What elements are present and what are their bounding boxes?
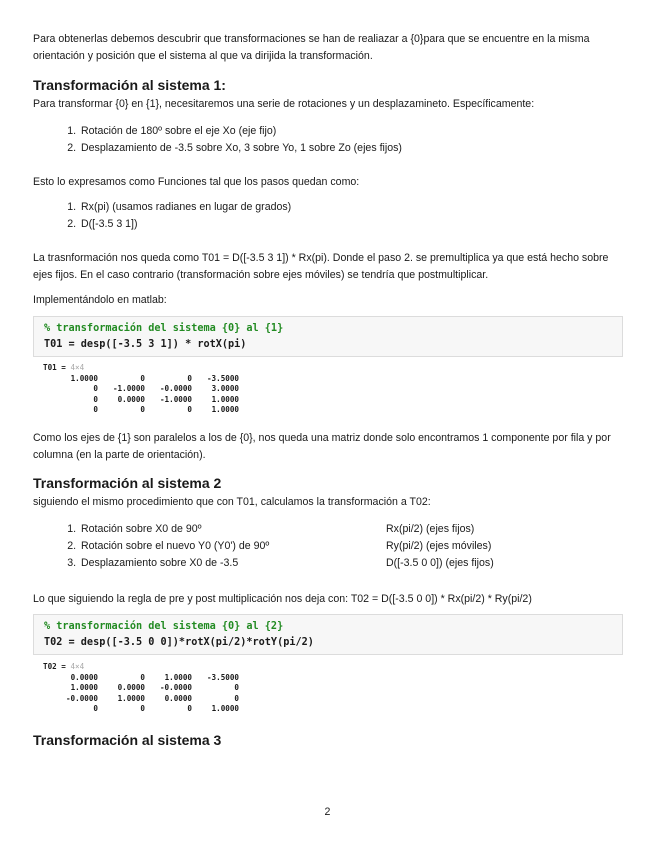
matrix-cell: -3.5000 [206, 373, 239, 383]
section-1-steps-list [33, 123, 402, 157]
matrix-cell: 1.0000 [70, 373, 98, 383]
page-number: 2 [324, 806, 331, 818]
matrix-cell: 0 [234, 693, 239, 703]
matrix-cell: -0.0000 [159, 683, 192, 693]
list-item-description: Rotación sobre el nuevo Y0 (Y0') de 90º [81, 540, 270, 552]
output-t01 [33, 363, 239, 416]
matrix-cell: 0 [93, 405, 98, 415]
matrix-cell: 1.0000 [164, 672, 192, 682]
matrix-cell: 0 [140, 672, 145, 682]
matrix-row [51, 694, 239, 705]
section-3-heading: Transformación al sistema 3 [33, 732, 222, 748]
list-item [79, 538, 639, 555]
matrix-cell: 0 [93, 394, 98, 404]
matrix-t02 [51, 673, 239, 715]
matrix-cell: -1.0000 [112, 384, 145, 394]
code-block-t02 [33, 614, 623, 655]
list-item [79, 555, 639, 572]
section-2-multiplication-text: Lo que siguiendo la regla de pre y post multiplicación nos deja con: T02 = D([-3.5 0 0]) * Rx(pi/2) * Ry(pi/2) [33, 593, 532, 605]
matrix-cell: 1.0000 [211, 704, 239, 714]
list-item: 2. Desplazamiento de -3.5 sobre Xo, 3 sobre Yo, 1 sobre Zo (ejes fijos) [79, 140, 402, 157]
matrix-cell: 1.0000 [211, 405, 239, 415]
list-item: 2. D([-3.5 3 1]) [79, 216, 291, 233]
list-item [79, 521, 639, 538]
matrix-cell: -0.0000 [65, 693, 98, 703]
list-item-function: Ry(pi/2) (ejes móviles) [386, 540, 492, 552]
matrix-cell: 0 [187, 373, 192, 383]
matrix-row [51, 395, 239, 406]
section-1-conclusion: Como los ejes de {1} son paralelos a los de {0}, nos queda una matriz donde solo encontramos 1 componente por fila y por columna (en la parte de orientación). [33, 432, 611, 461]
matrix-cell: 3.0000 [211, 384, 239, 394]
matrix-cell: -3.5000 [206, 672, 239, 682]
code-comment: % transformación del sistema {0} al {1} [44, 323, 284, 334]
list-item-description: Rotación sobre X0 de 90º [81, 523, 202, 535]
matrix-cell: -0.0000 [159, 384, 192, 394]
matrix-cell: 0.0000 [117, 683, 145, 693]
intro-paragraph: Para obtenerlas debemos descubrir que transformaciones se han de realiazar a {0}para que se encuentre en la misma orientación y posición que el sistema al que va dirijida la transformación. [33, 33, 590, 62]
section-2-steps-list [33, 521, 639, 572]
matrix-row [51, 374, 239, 385]
matrix-cell: 0 [187, 704, 192, 714]
matrix-t01 [51, 374, 239, 416]
list-item: 1. Rotación de 180º sobre el eje Xo (eje fijo) [79, 123, 402, 140]
matrix-cell: 0.0000 [117, 394, 145, 404]
output-dimensions: 4×4 [70, 662, 85, 671]
list-item-function: D([-3.5 0 0]) (ejes fijos) [386, 557, 494, 569]
matrix-cell: 0 [140, 373, 145, 383]
matrix-cell: 1.0000 [70, 683, 98, 693]
matrix-cell: 0 [234, 683, 239, 693]
matrix-row [51, 673, 239, 684]
code-line: T02 = desp([-3.5 0 0])*rotX(pi/2)*rotY(pi/2) [44, 636, 314, 648]
matrix-cell: 1.0000 [211, 394, 239, 404]
section-1-functions-text: Esto lo expresamos como Funciones tal que los pasos quedan como: [33, 176, 360, 188]
output-dimensions: 4×4 [70, 363, 85, 372]
matrix-cell: -1.0000 [159, 394, 192, 404]
code-comment: % transformación del sistema {0} al {2} [44, 621, 284, 632]
code-block-t01 [33, 316, 623, 357]
matrix-cell: 0 [93, 384, 98, 394]
list-item: 1. Rx(pi) (usamos radianes en lugar de grados) [79, 199, 291, 216]
section-2-intro: siguiendo el mismo procedimiento que con T01, calculamos la transformación a T02: [33, 496, 431, 508]
output-variable: T01 = [43, 363, 71, 372]
matrix-row [51, 384, 239, 395]
section-1-intro: Para transformar {0} en {1}, necesitaremos una serie de rotaciones y un desplazamineto. Específicamente: [33, 98, 535, 110]
section-1-functions-list [33, 199, 291, 233]
section-1-explanation: La trasnformación nos queda como T01 = D([-3.5 3 1]) * Rx(pi). Donde el paso 2. se premultiplica ya que está hecho sobre ejes fijos. En el caso contrario (transformación sobre ejes móviles) se tendría que postmultiplicar. [33, 252, 609, 281]
matrix-cell: 0 [140, 704, 145, 714]
matrix-row [51, 405, 239, 416]
matrix-cell: 0.0000 [164, 693, 192, 703]
output-t02 [33, 662, 239, 715]
matrix-cell: 1.0000 [117, 693, 145, 703]
matrix-row [51, 704, 239, 715]
code-line: T01 = desp([-3.5 3 1]) * rotX(pi) [44, 338, 247, 350]
matlab-intro-text: Implementándolo en matlab: [33, 294, 167, 306]
section-1-heading: Transformación al sistema 1: [33, 77, 226, 93]
output-variable: T02 = [43, 662, 71, 671]
matrix-cell: 0.0000 [70, 672, 98, 682]
list-item-function: Rx(pi/2) (ejes fijos) [386, 523, 475, 535]
matrix-cell: 0 [93, 704, 98, 714]
matrix-cell: 0 [187, 405, 192, 415]
list-item-description: Desplazamiento sobre X0 de -3.5 [81, 557, 239, 569]
section-2-heading: Transformación al sistema 2 [33, 475, 222, 491]
matrix-cell: 0 [140, 405, 145, 415]
matrix-row [51, 683, 239, 694]
